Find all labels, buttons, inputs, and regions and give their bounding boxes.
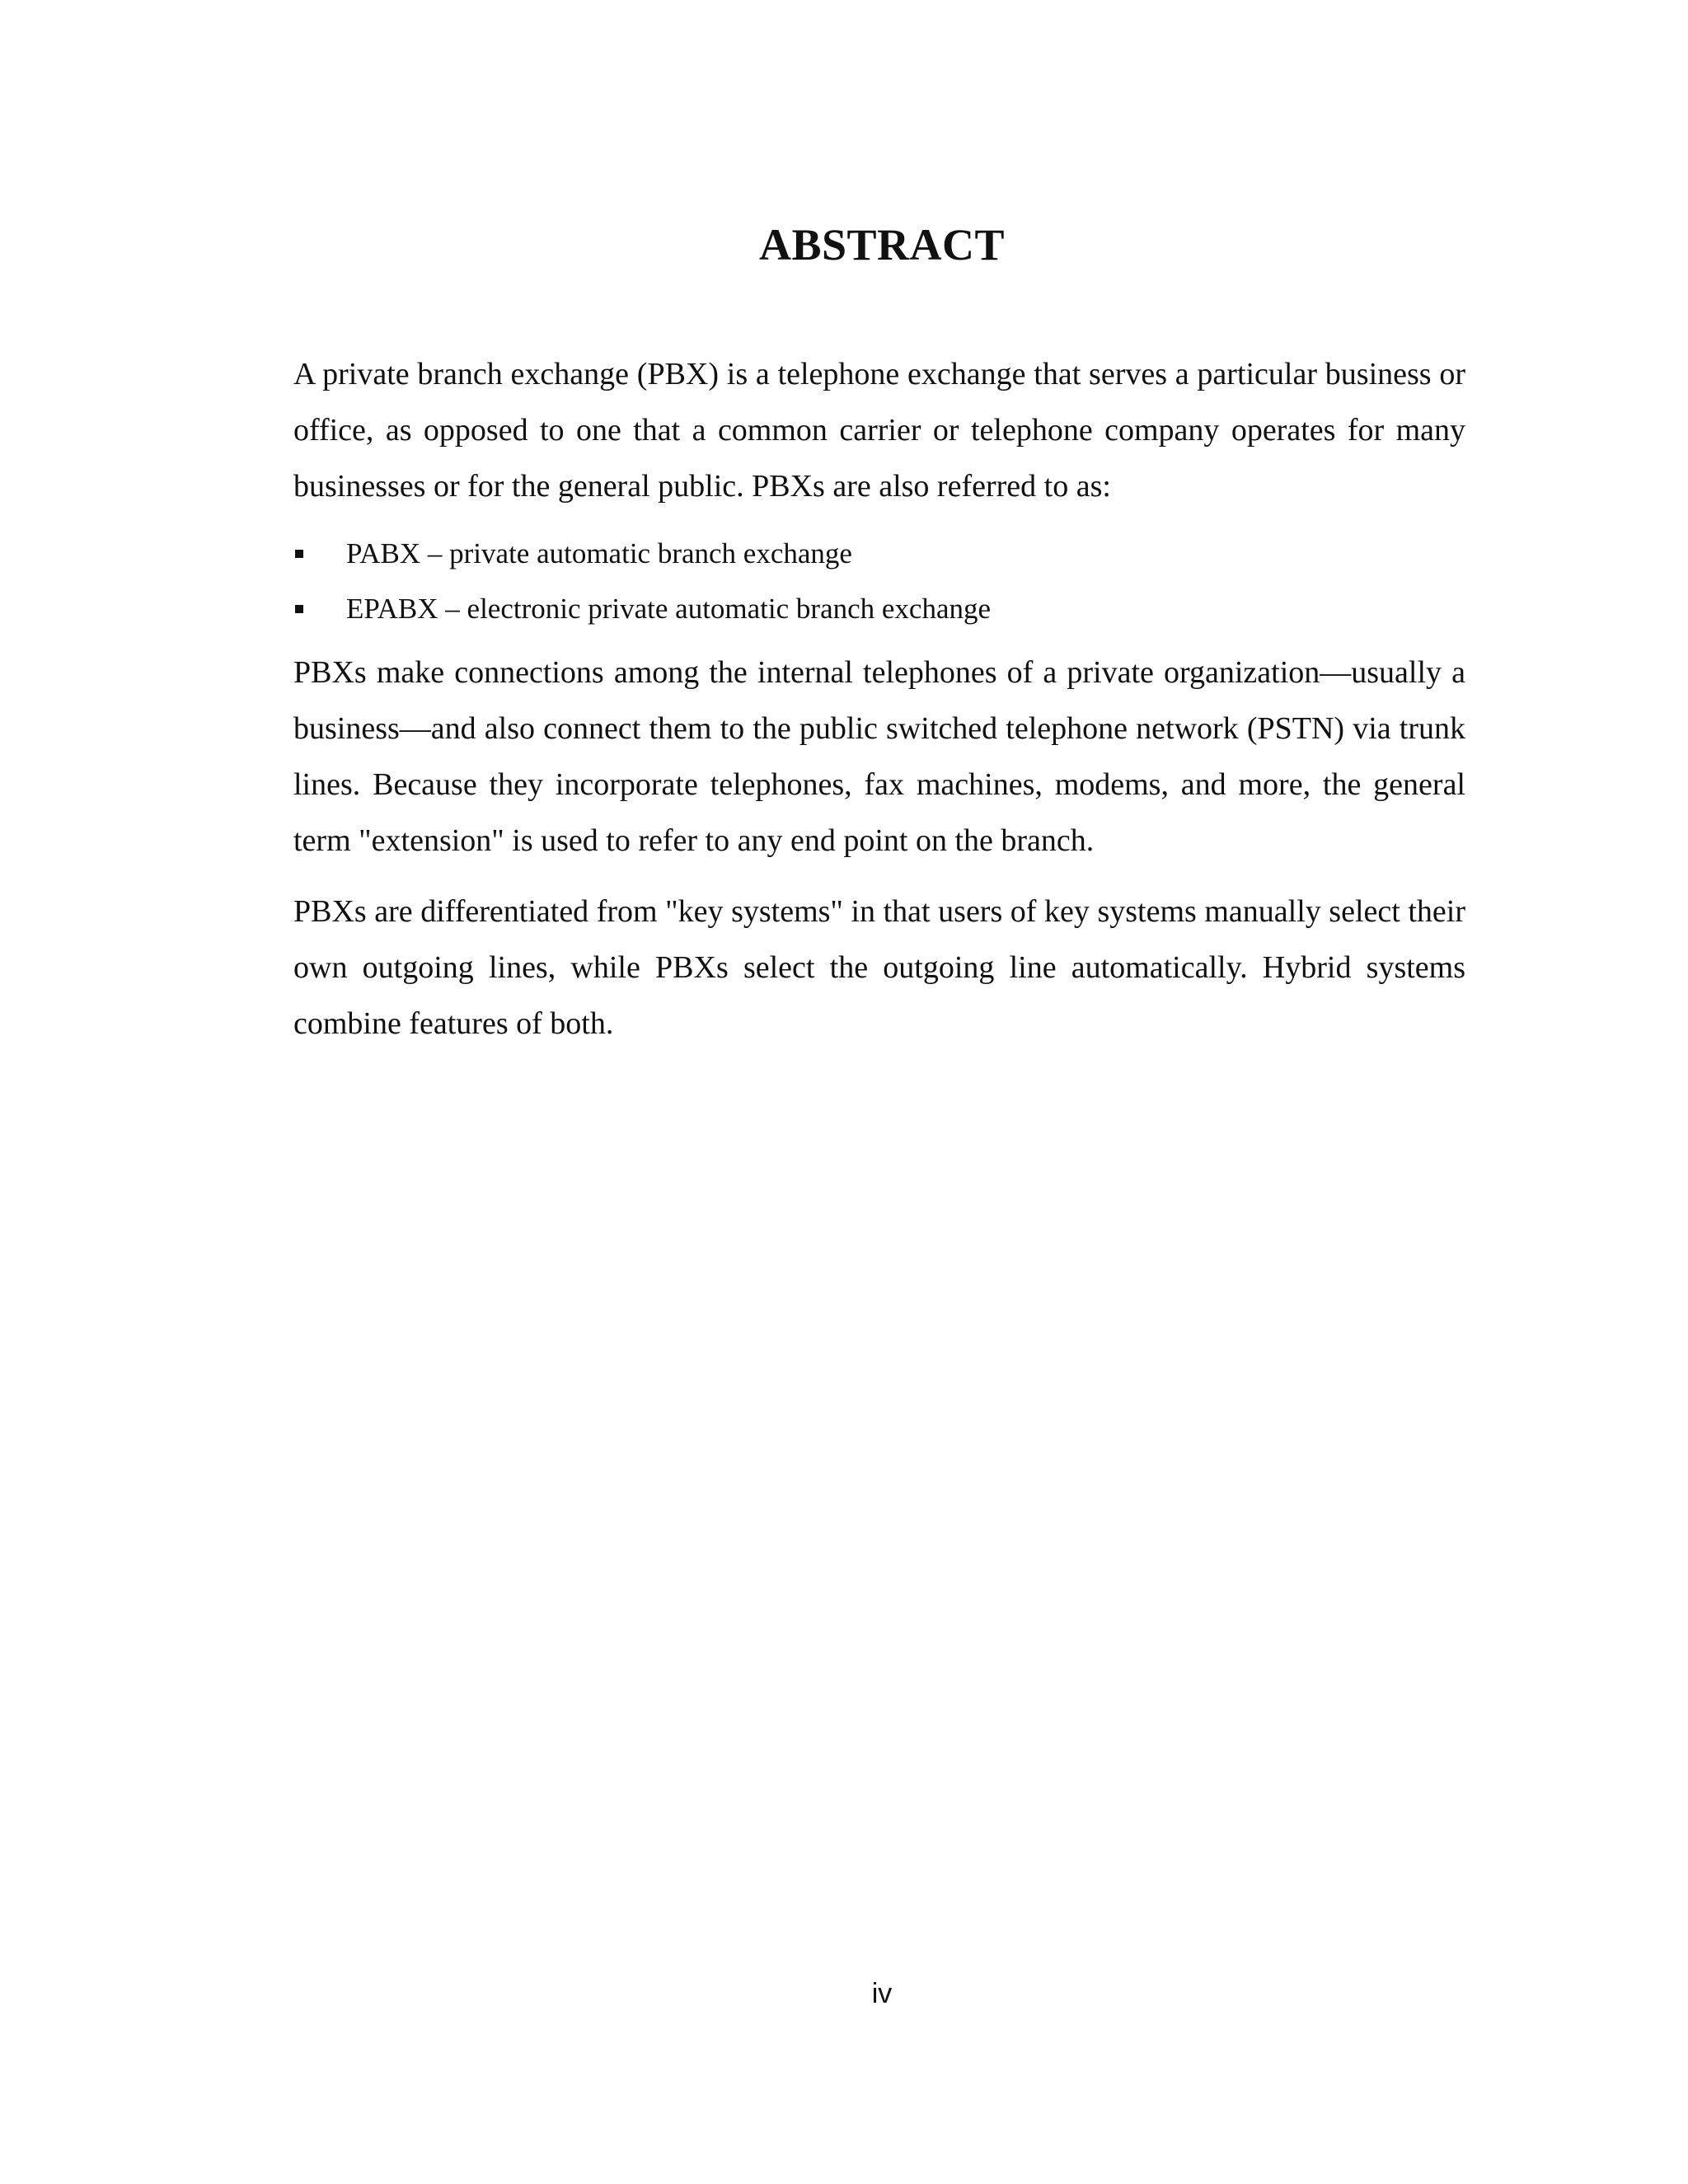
bullet-list [293,526,1465,636]
list-item [293,526,1465,581]
square-bullet-icon [295,605,303,613]
page-title: ABSTRACT [758,220,1006,270]
abstract-body [293,346,1465,1052]
page-number: iv [871,1978,893,2009]
paragraph-connections: PBXs make connections among the internal telephones of a private organization—usually a business—and also connect them to the public switched telephone network (PSTN) via trunk lines. Because they incorporate telephones, fax machines, modems, and more, the general term "extension" is used to refer to any end point on the branch. [293,655,1465,858]
list-item-text: EPABX – electronic private automatic branch exchange [346,593,992,625]
paragraph-key-systems: PBXs are differentiated from "key systems" in that users of key systems manually select their own outgoing lines, while PBXs select the outgoing line automatically. Hybrid systems combine features of both. [293,894,1465,1041]
square-bullet-icon [295,550,303,558]
intro-paragraph: A private branch exchange (PBX) is a telephone exchange that serves a particular business or office, as opposed to one that a common carrier or telephone company operates for many businesses or for the general public. PBXs are also referred to as: [293,357,1465,504]
list-item [293,581,1465,636]
list-item-text: PABX – private automatic branch exchange [346,537,852,569]
